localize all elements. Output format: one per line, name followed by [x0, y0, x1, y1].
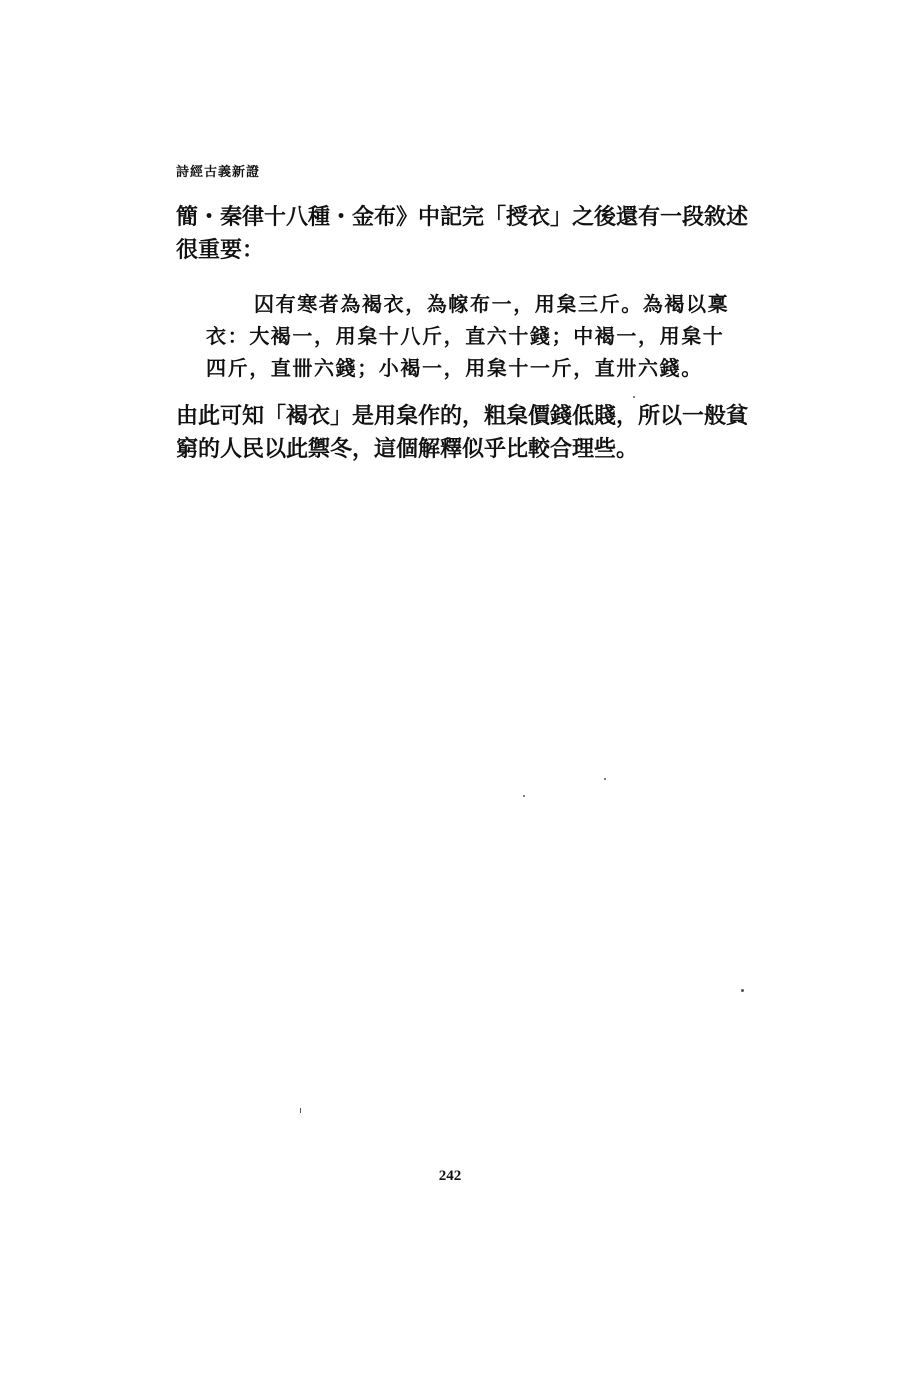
quotation-line: 四斤，直卌六錢；小褐一，用枲十一斤，直卅六錢。 — [206, 356, 703, 380]
running-header: 詩經古義新證 — [176, 165, 261, 180]
body-paragraph-2 — [176, 400, 750, 466]
scan-speck — [523, 795, 525, 797]
paragraph-line: 窮的人民以此禦冬，這個解釋似乎比較合理些。 — [176, 436, 639, 462]
body-paragraph-1 — [176, 201, 750, 267]
scan-speck — [300, 1108, 301, 1113]
scan-speck — [633, 396, 635, 398]
scan-speck — [741, 989, 744, 992]
paragraph-line: 由此可知「褐衣」是用枲作的，粗枲價錢低賤，所以一般貧 — [176, 403, 749, 429]
block-quotation — [206, 288, 751, 384]
paragraph-line: 簡・秦律十八種・金布》中記完「授衣」之後還有一段敘述 — [176, 204, 749, 230]
quotation-line: 囚有寒者為褐衣，為幏布一，用枲三斤。為褐以稟 — [254, 292, 730, 316]
paragraph-line: 很重要： — [176, 237, 265, 263]
page-number: 242 — [438, 1168, 462, 1184]
scan-speck — [604, 778, 606, 780]
quotation-line: 衣：大褐一，用枲十八斤，直六十錢；中褐一，用枲十 — [206, 324, 725, 348]
